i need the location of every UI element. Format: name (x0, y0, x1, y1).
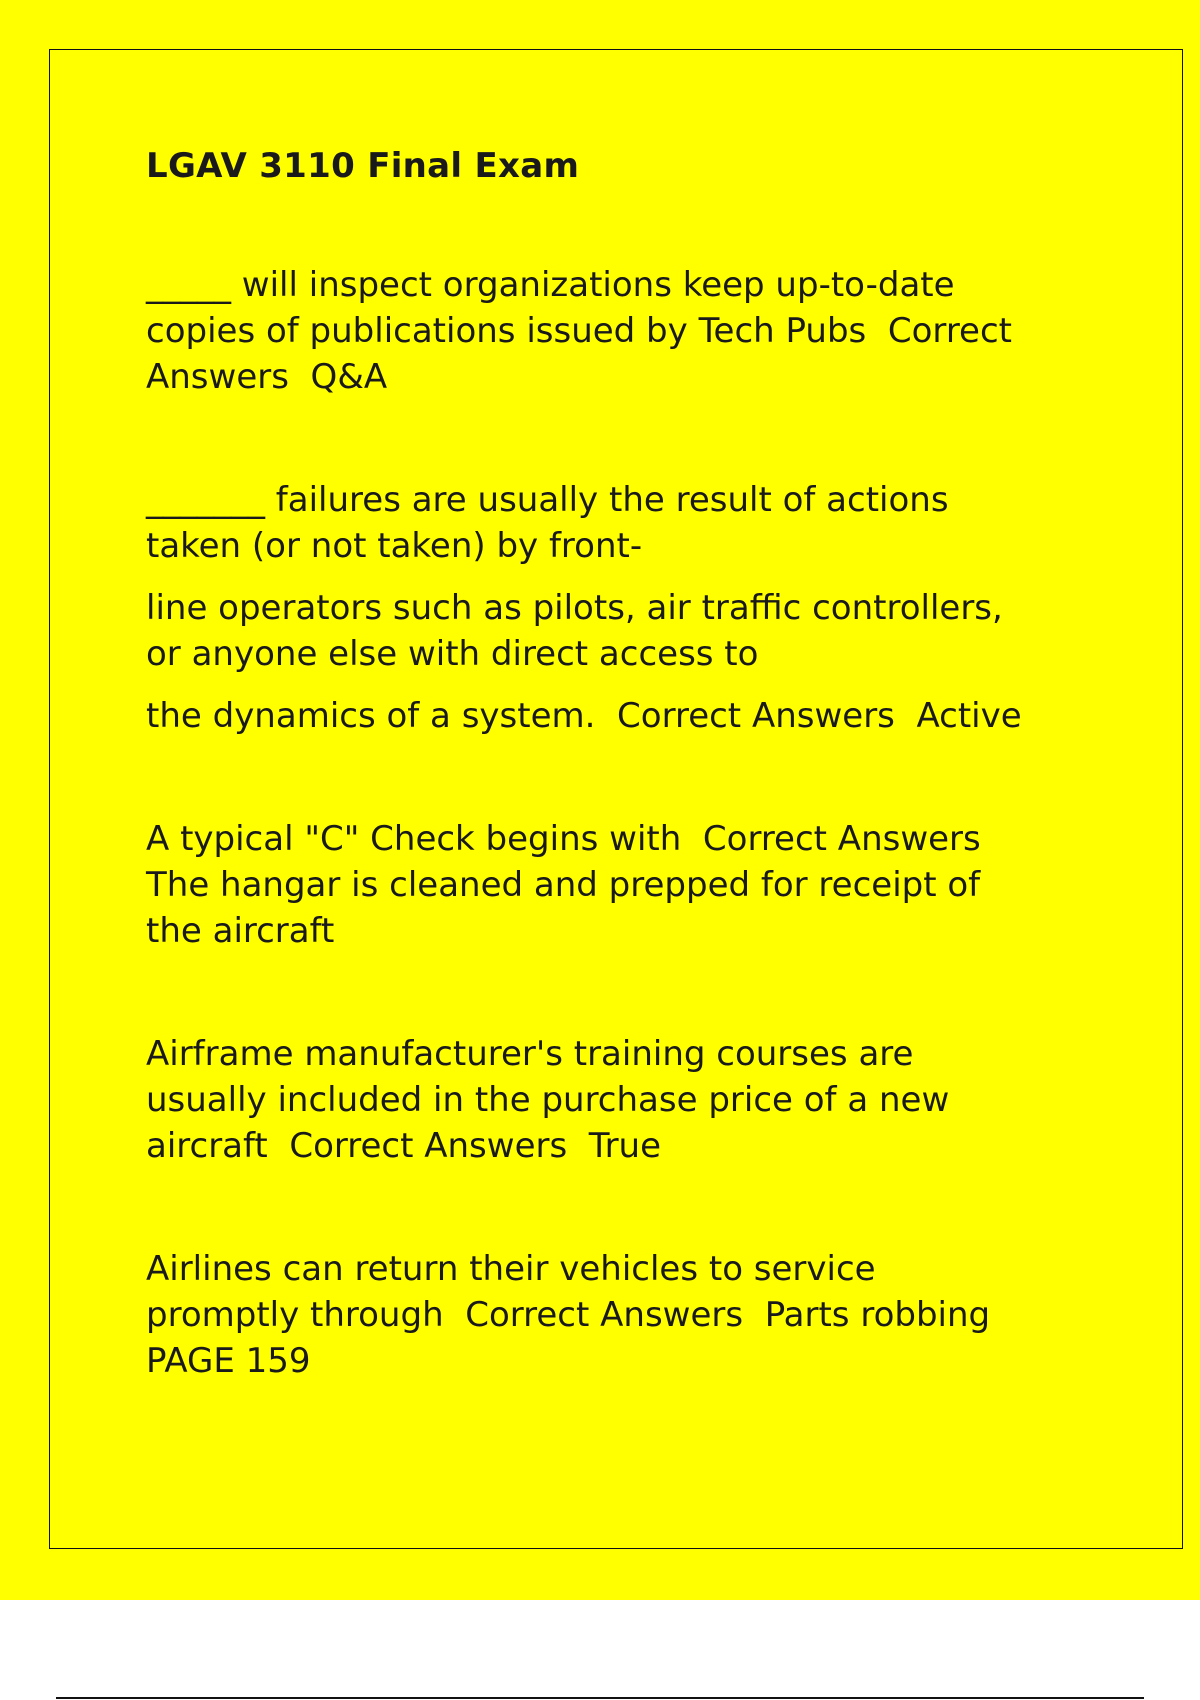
question-block-2b (146, 585, 1096, 677)
text-line: line operators such as pilots, air traffic controllers, (146, 588, 1003, 628)
text-line: Airframe manufacturer's training courses are (146, 1034, 914, 1074)
text-line: the aircraft (146, 911, 335, 951)
text-line: The hangar is cleaned and prepped for receipt of (146, 865, 981, 905)
question-block-5 (146, 1246, 1096, 1384)
text-line: copies of publications issued by Tech Pubs Correct (146, 311, 1012, 351)
document-title: LGAV 3110 Final Exam (146, 146, 580, 186)
text-line: Airlines can return their vehicles to service (146, 1249, 876, 1289)
text-line: PAGE 159 (146, 1341, 311, 1381)
text-line: or anyone else with direct access to (146, 634, 759, 674)
text-line: promptly through Correct Answers Parts robbing (146, 1295, 991, 1335)
text-line: _____ will inspect organizations keep up-to-date (146, 265, 955, 305)
document-content (146, 140, 1096, 1384)
text-line: Answers Q&A (146, 357, 388, 397)
question-block-3 (146, 816, 1096, 954)
question-block-2c (146, 693, 1096, 739)
text-line: aircraft Correct Answers True (146, 1126, 662, 1166)
bottom-rule-divider (56, 1697, 1144, 1699)
text-line: A typical "C" Check begins with Correct Answers (146, 819, 981, 859)
text-line: _______ failures are usually the result of actions (146, 480, 949, 520)
text-line: usually included in the purchase price of a new (146, 1080, 950, 1120)
question-block-4 (146, 1031, 1096, 1169)
text-line: taken (or not taken) by front- (146, 526, 643, 566)
text-line: the dynamics of a system. Correct Answers Active (146, 696, 1022, 736)
question-block-2a (146, 477, 1096, 569)
question-block-1 (146, 262, 1096, 400)
